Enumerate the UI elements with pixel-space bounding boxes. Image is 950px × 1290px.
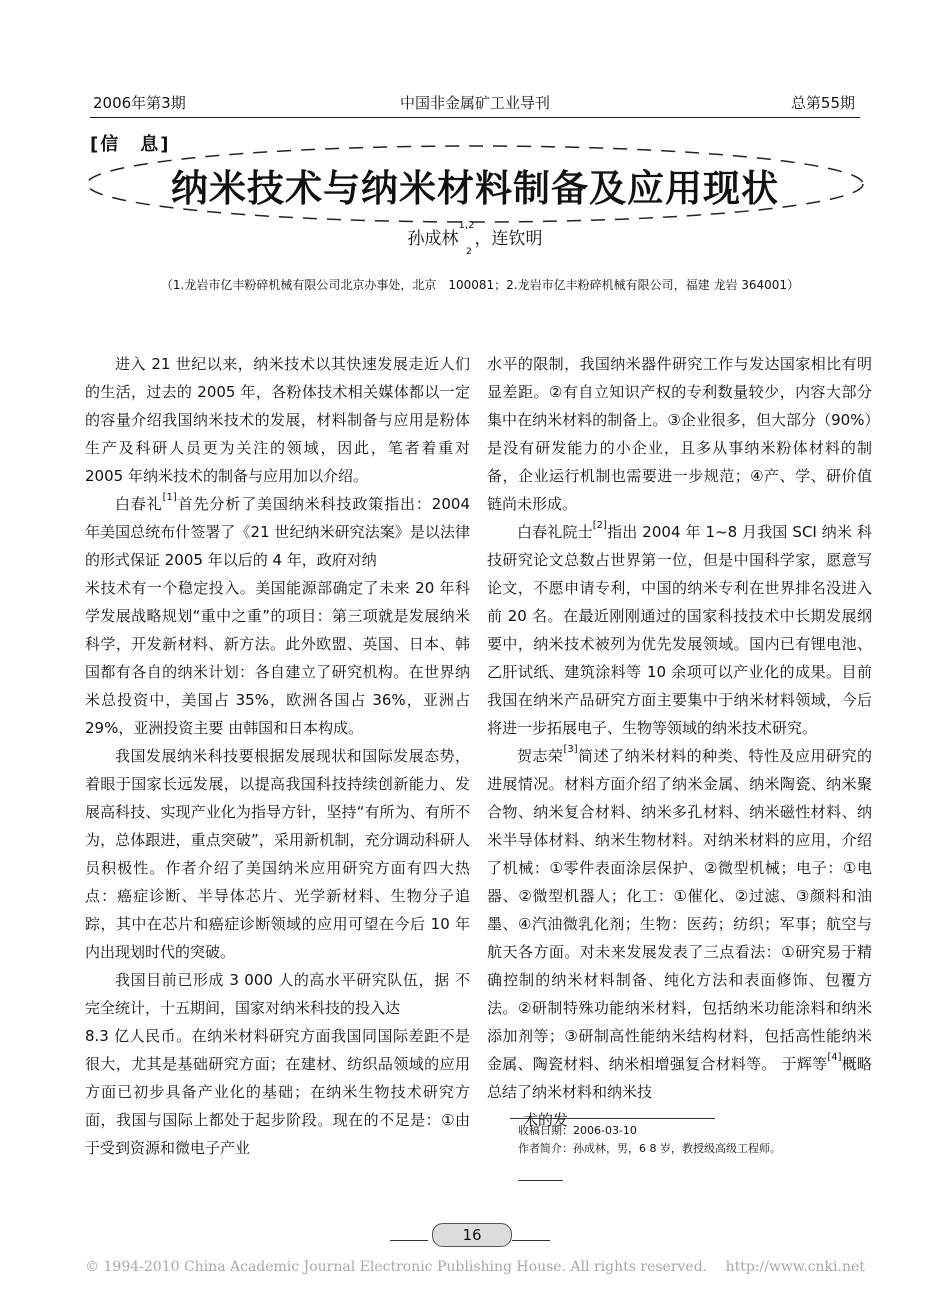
citation-ref: [2] [592,520,607,531]
paragraph: 8.3 亿人民币。在纳米材料研究方面我国同国际差距不是很大，尤其是基础研究方面；在建材、纺织品领域的应用方面已初步具备产业化的基础；在纳米生物技术研究方面，我国与国际上都处于起步阶段。现在的不足是：①由于受到资源和微电子产业 [85,1027,470,1157]
author-line [0,220,950,249]
paragraph [487,518,872,742]
author-affiliation-marker: 1,2 [458,220,475,231]
paragraph: 进入 21 世纪以来，纳米技术以其快速发展走近人们的生活，过去的 2005 年，各粉体技术相关媒体都以一定的容量介绍我国纳米技术的发展，材料制备与应用是粉体生产及科研人员更为关注的领域，因此，笔者着重对 2005 年纳米技术的制备与应用加以介绍。 [85,355,470,485]
right-column [487,350,872,1134]
paragraph: 水平的限制，我国纳米器件研究工作与发达国家相比有明显差距。②有自立知识产权的专利数量较少，内容大部分集中在纳米材料的制备上。③企业很多，但大部分（90%）是没有研发能力的小企业，且多从事纳米粉体材料的制备，企业运行机制也需要进一步规范；④产、学、研价值链尚未形成。 [487,355,872,513]
section-category: [信 息] [90,134,171,155]
author-name-2: ，连钦明 [474,229,543,249]
paragraph-text: 首先分析了美国纳米科技政策指出：2004 年美国总统布什签署了《21 世纪纳米研究法案》是以法律的形式保证 2005 年以后的 4 年，政府对纳 [85,495,470,569]
paragraph-text: 指出 2004 年 1~8 月我国 SCI 纳米 科技研究论文总数占世界第一位，但是中国科学家，愿意写论文，不愿申请专利，中国的纳米专利在世界排名没进入前 20 名。在最近刚刚通过的国家科技技术中长期发展纲要中，纳米技术被列为优先发展领域。国内已有锂电池、乙肝试纸、建筑涂料等 10 余项可以产业化的成果。目前我国在纳米产品研究方面主要集中于纳米材料领域，今后将进一步拓展电子、生物等领域的纳米技术研究。 [487,523,872,737]
cited-author: 贺志荣 [517,747,564,765]
page-number-rule-right [512,1240,550,1241]
paragraph: 我国目前已形成 3 000 人的高水平研究队伍，据 不完全统计，十五期间，国家对纳米科技的投入达 [85,971,470,1017]
page-number: 16 [432,1223,512,1247]
issue-label: 2006年第3期 [93,94,186,112]
author-name-1: 孙成林 [407,229,459,249]
cited-author: 白春礼院士 [517,523,593,541]
total-issue-label: 总第55期 [790,94,855,112]
paragraph-text: 概略总结了纳米材料和纳米技 [487,1055,872,1101]
paragraph: 术的发 [523,1111,569,1129]
article-title: 纳米技术与纳米材料制备及应用现状 [171,167,779,210]
citation-ref: [1] [162,492,177,503]
journal-name: 中国非金属矿工业导刊 [399,94,550,112]
copyright-footer: © 1994-2010 China Academic Journal Electronic Publishing House. All rights reserved. http://www.cnki.net [85,1259,865,1275]
footnote-rule [510,1118,715,1119]
header-rule [90,117,860,118]
paragraph-text: 简述了纳米材料的种类、特性及应用研究的进展情况。材料方面介绍了纳米金属、纳米陶瓷、纳米聚合物、纳米复合材料、纳米多孔材料、纳米磁性材料、纳米半导体材料、纳米生物材料。对纳米材料的应用，介绍了机械：①零件表面涂层保护、②微型机械；电子：①电器、②微型机器人；化工：①催化、②过滤、③颜料和油墨、④汽油微乳化剂；生物：医药；纺织；军事；航空与航天各方面。对未来发展发表了三点看法：①研究易于精确控制的纳米材料制备、纯化方法和表面修饰、包覆方法。②研制特殊功能纳米材料，包括纳米功能涂料和纳米添加剂等；③研制高性能纳米结构材料，包括高性能纳米金属、陶瓷材料、纳米相增强复合材料等。 于辉等 [487,747,872,1073]
footnote-end-rule [518,1180,563,1181]
paragraph [487,742,872,1106]
paragraph [85,490,470,574]
cited-author: 白春礼 [115,495,163,513]
paragraph: 我国发展纳米科技要根据发展现状和国际发展态势，着眼于国家长远发展，以提高我国科技持续创新能力、发展高科技、实现产业化为指导方针，坚持“有所为、有所不为，总体跟进，重点突破”，采用新机制，充分调动科研人员积极性。作者介绍了美国纳米应用研究方面有四大热点：癌症诊断、半导体芯片、光学新材料、生物分子追踪，其中在芯片和癌症诊断领域的应用可望在今后 10 年内出现划时代的突破。 [85,747,470,961]
citation-ref: [4] [827,1052,842,1063]
paragraph: 米技术有一个稳定投入。美国能源部确定了未来 20 年科学发展战略规划“重中之重”的项目：第三项就是发展纳米科学，开发新材料、新方法。此外欧盟、英国、日本、韩国都有各自的纳米计划：各自建立了研究机构。在世界纳米总投资中，美国占 35%，欧洲各国占 36%，亚洲占 29%，亚洲投资主要 由韩国和日本构成。 [85,579,470,737]
received-date: 收稿日期：2006-03-10 [518,1124,637,1137]
author-2-affiliation-marker: 2 [466,247,472,257]
left-column [85,350,470,1162]
page-number-rule-left [390,1240,428,1241]
author-bio: 作者简介：孙成林，男，6 8 岁，教授级高级工程师。 [518,1142,781,1155]
citation-ref: [3] [563,744,578,755]
affiliation: （1.龙岩市亿丰粉碎机械有限公司北京办事处，北京 100081；2.龙岩市亿丰粉碎机械有限公司，福建 龙岩 364001） [160,278,800,292]
